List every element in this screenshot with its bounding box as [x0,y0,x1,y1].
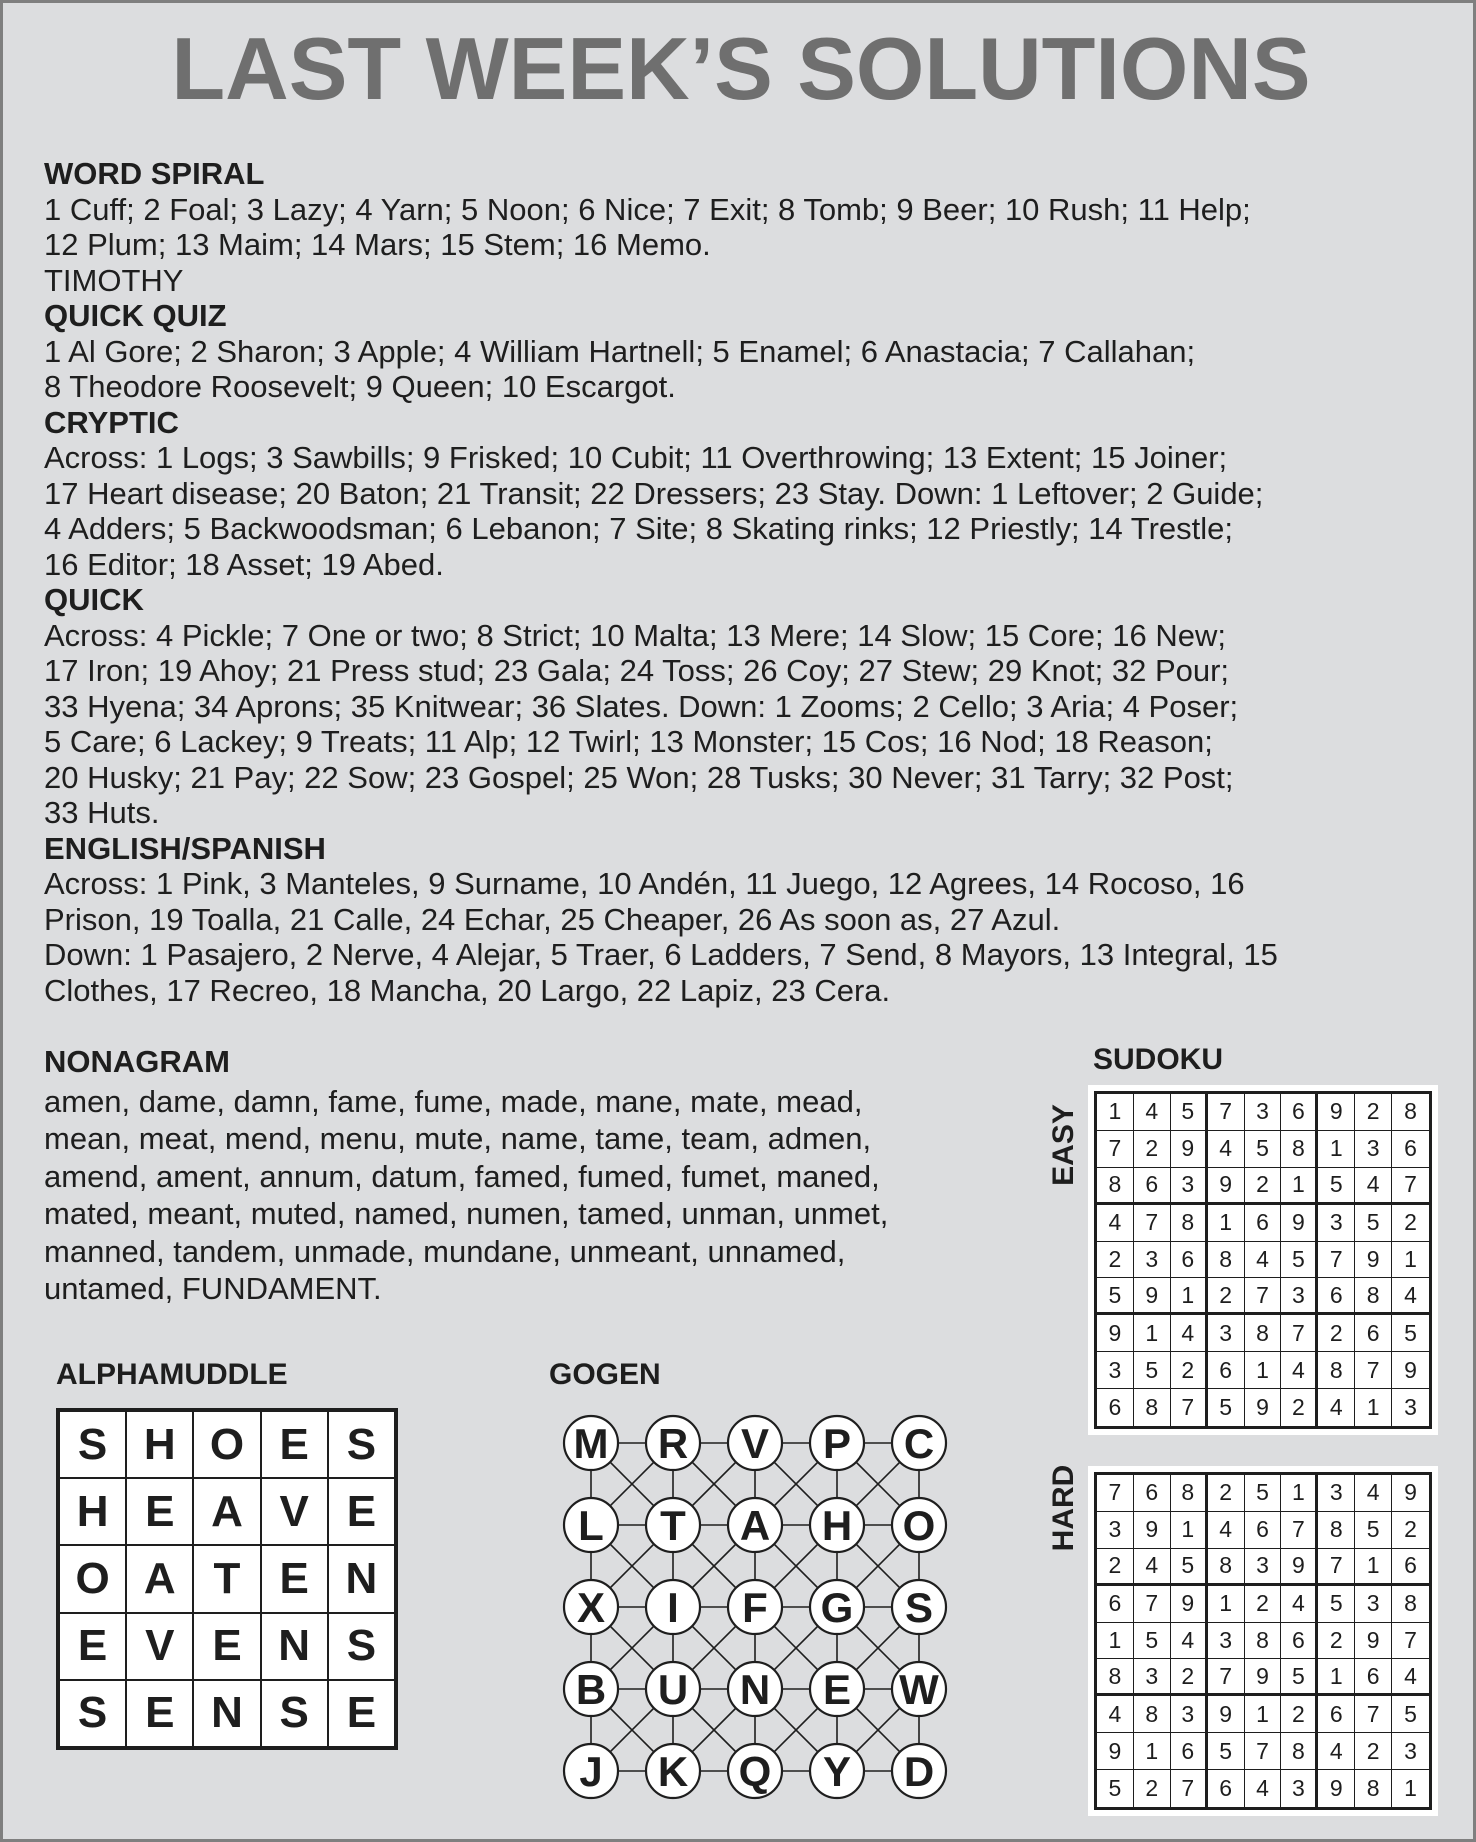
sudoku-cell: 7 [1318,1242,1355,1279]
sudoku-cell: 4 [1392,1278,1429,1315]
section-answers: Across: 4 Pickle; 7 One or two; 8 Strict; 10 Malta; 13 Mere; 14 Slow; 15 Core; 16 New; 17 Iron; 19 Ahoy; 21 Press stud; 23 Gala; 24 Toss; 26 Coy; 27 Stew; 29 Knot; 32 Pour; 33 Hyena; 34 Aprons; 35 Knitwear; 36 Slates. Down: 1 Zooms; 2 Cello; 3 Aria; 4 Poser; 5 Care; 6 Lackey; 9 Treats; 11 Alp; 12 Twirl; 13 Monster; 15 Cos; 16 Nod; 18 Reason; 20 Husky; 21 Pay; 22 Sow; 23 Gospel; 25 Won; 28 Tusks; 30 Never; 31 Tarry; 32 Post; 33 Huts. [44,617,1239,830]
sudoku-cell: 6 [1318,1696,1355,1733]
sudoku-cell: 9 [1171,1131,1208,1168]
alphamuddle-cell: A [193,1478,260,1545]
sudoku-cell: 3 [1245,1094,1282,1131]
sudoku-heading: SUDOKU [1093,1043,1224,1076]
alphamuddle-cell: A [126,1545,193,1612]
sudoku-cell: 4 [1208,1512,1245,1549]
sudoku-cell: 1 [1355,1389,1392,1426]
sudoku-cell: 8 [1171,1475,1208,1512]
sudoku-cell: 4 [1355,1168,1392,1205]
sudoku-cell: 1 [1171,1512,1208,1549]
alphamuddle-cell: S [59,1680,126,1747]
sudoku-cell: 4 [1281,1352,1318,1389]
sudoku-cell: 8 [1208,1549,1245,1586]
gogen-letter: F [742,1584,768,1631]
sudoku-cell: 9 [1318,1094,1355,1131]
sudoku-cell: 9 [1281,1549,1318,1586]
sudoku-easy-grid [1094,1091,1432,1429]
gogen-letter: E [822,1666,852,1713]
sudoku-cell: 7 [1208,1094,1245,1131]
sudoku-cell: 3 [1097,1352,1134,1389]
alphamuddle-cell: O [59,1545,126,1612]
alphamuddle-cell: N [261,1613,328,1680]
gogen-letter: O [902,1502,936,1549]
sudoku-cell: 2 [1097,1549,1134,1586]
nonagram-section [44,1043,1034,1308]
sudoku-cell: 4 [1134,1094,1171,1131]
sudoku-cell: 8 [1245,1315,1282,1352]
gogen-letter: Y [822,1748,852,1795]
sudoku-cell: 9 [1208,1168,1245,1205]
sudoku-cell: 8 [1097,1168,1134,1205]
sudoku-cell: 9 [1318,1770,1355,1807]
sudoku-cell: 7 [1355,1352,1392,1389]
sudoku-cell: 1 [1281,1475,1318,1512]
gogen-letter: X [576,1584,606,1631]
alphamuddle-cell: H [126,1411,193,1478]
sudoku-cell: 7 [1355,1696,1392,1733]
sudoku-cell: 2 [1208,1278,1245,1315]
sudoku-cell: 5 [1355,1512,1392,1549]
gogen-heading: GOGEN [549,1358,661,1391]
sudoku-cell: 5 [1355,1205,1392,1242]
sudoku-cell: 2 [1281,1696,1318,1733]
gogen-letter: Q [738,1748,772,1795]
sudoku-cell: 8 [1355,1770,1392,1807]
sudoku-cell: 3 [1171,1696,1208,1733]
sudoku-cell: 7 [1392,1623,1429,1660]
sudoku-cell: 1 [1281,1168,1318,1205]
sudoku-cell: 3 [1245,1549,1282,1586]
sudoku-cell: 9 [1355,1242,1392,1279]
sudoku-cell: 7 [1245,1278,1282,1315]
gogen-letter: W [899,1666,939,1713]
sudoku-cell: 8 [1208,1242,1245,1279]
sudoku-cell: 5 [1318,1168,1355,1205]
sudoku-cell: 5 [1097,1278,1134,1315]
sudoku-cell: 4 [1208,1131,1245,1168]
sudoku-cell: 5 [1134,1352,1171,1389]
english-spanish-section [44,831,1444,1009]
sudoku-cell: 6 [1245,1512,1282,1549]
gogen-letter: D [903,1748,935,1795]
sudoku-easy-label: EASY [1047,1104,1080,1186]
sudoku-cell: 1 [1097,1623,1134,1660]
sudoku-cell: 2 [1097,1242,1134,1279]
sudoku-cell: 6 [1355,1659,1392,1696]
sudoku-hard-grid [1094,1472,1432,1810]
sudoku-cell: 2 [1392,1205,1429,1242]
sudoku-cell: 3 [1281,1278,1318,1315]
sudoku-cell: 1 [1208,1205,1245,1242]
section-answers: 1 Al Gore; 2 Sharon; 3 Apple; 4 William Hartnell; 5 Enamel; 6 Anastacia; 7 Callahan; 8 Theodore Roosevelt; 9 Queen; 10 Escargot. [44,333,1196,404]
gogen-grid [551,1403,951,1823]
sudoku-cell: 4 [1171,1623,1208,1660]
sudoku-cell: 3 [1281,1770,1318,1807]
sudoku-cell: 3 [1404,1394,1417,1421]
alphamuddle-cell: S [59,1411,126,1478]
sudoku-cell: 1 [1245,1696,1282,1733]
sudoku-cell: 2 [1208,1475,1245,1512]
alphamuddle-cell: T [193,1545,260,1612]
sudoku-cell: 3 [1318,1475,1355,1512]
sudoku-cell: 8 [1281,1733,1318,1770]
nonagram-answers: amen, dame, damn, fame, fume, made, mane, mate, mead, mean, meat, mend, menu, mute, name, tame, team, admen, amend, ament, annum, datum, famed, fumed, fumet, maned, mated, meant, muted, named, numen, tamed, unman, unmet, manned, tandem, unmade, mundane, unmeant, unnamed, untamed, FUNDAMENT. [44,1083,889,1306]
alphamuddle-cell: S [261,1680,328,1747]
sudoku-cell: 2 [1318,1315,1355,1352]
gogen-letter: V [740,1420,770,1467]
sudoku-cell: 6 [1208,1352,1245,1389]
sudoku-cell: 5 [1281,1659,1318,1696]
sudoku-cell: 1 [1355,1549,1392,1586]
gogen-letter: S [904,1584,934,1631]
gogen-letter: C [903,1420,935,1467]
sudoku-cell: 2 [1245,1168,1282,1205]
sudoku-cell: 9 [1392,1475,1429,1512]
alphamuddle-cell: E [193,1613,260,1680]
gogen-letter: U [657,1666,689,1713]
gogen-letter: T [660,1502,686,1549]
gogen-letter: I [667,1584,679,1631]
sudoku-cell: 9 [1208,1696,1245,1733]
sudoku-cell: 4 [1245,1770,1282,1807]
alphamuddle-cell: E [126,1478,193,1545]
sudoku-cell: 5 [1208,1389,1245,1426]
sudoku-cell: 5 [1392,1696,1429,1733]
sudoku-cell: 7 [1171,1389,1208,1426]
alphamuddle-cell: S [328,1613,395,1680]
sudoku-hard-box [1088,1466,1438,1816]
section-heading: WORD SPIRAL [44,156,265,191]
sudoku-cell: 7 [1134,1586,1171,1623]
sudoku-cell: 7 [1281,1512,1318,1549]
alphamuddle-cell: E [328,1478,395,1545]
sudoku-cell: 7 [1392,1168,1429,1205]
sudoku-cell: 2 [1392,1512,1429,1549]
sudoku-cell: 7 [1318,1549,1355,1586]
sudoku-cell: 6 [1134,1168,1171,1205]
sudoku-cell: 8 [1134,1389,1171,1426]
sudoku-cell: 2 [1318,1623,1355,1660]
sudoku-cell: 2 [1355,1094,1392,1131]
sudoku-cell: 5 [1318,1586,1355,1623]
sudoku-cell: 1 [1097,1094,1134,1131]
alphamuddle-grid [56,1408,398,1750]
section-heading: QUICK [44,582,144,617]
sudoku-cell: 7 [1245,1733,1282,1770]
sudoku-cell: 8 [1392,1586,1429,1623]
gogen-letter: H [821,1502,853,1549]
sudoku-cell: 5 [1171,1094,1208,1131]
sudoku-cell: 2 [1281,1389,1318,1426]
sudoku-cell: 6 [1171,1733,1208,1770]
sudoku-cell: 9 [1171,1586,1208,1623]
sudoku-cell: 6 [1281,1623,1318,1660]
section-answers: Across: 1 Pink, 3 Manteles, 9 Surname, 10 Andén, 11 Juego, 12 Agrees, 14 Rocoso, 16 Prison, 19 Toalla, 21 Calle, 24 Echar, 25 Cheaper, 26 As soon as, 27 Azul. Down: 1 Pasajero, 2 Nerve, 4 Alejar, 5 Traer, 6 Ladders, 7 Send, 8 Mayors, 13 Integral, 15 Clothes, 17 Recreo, 18 Mancha, 20 Largo, 22 Lapiz, 23 Cera. [44,866,1278,1008]
sudoku-cell: 3 [1392,1733,1429,1770]
sudoku-cell: 4 [1171,1315,1208,1352]
sudoku-cell: 7 [1134,1205,1171,1242]
sudoku-cell: 9 [1097,1733,1134,1770]
quick-quiz-section [44,298,1444,405]
gogen-letter: G [820,1584,854,1631]
section-heading: CRYPTIC [44,404,179,440]
section-heading: ENGLISH/SPANISH [44,830,326,866]
alphamuddle-cell: V [126,1613,193,1680]
sudoku-cell: 8 [1171,1205,1208,1242]
sudoku-cell: 6 [1208,1770,1245,1807]
gogen-letter: M [573,1420,609,1467]
sudoku-cell: 1 [1134,1315,1171,1352]
sudoku-cell: 6 [1134,1475,1171,1512]
sudoku-cell: 3 [1097,1512,1134,1549]
sudoku-hard-label: HARD [1047,1464,1080,1552]
sudoku-cell: 1 [1392,1242,1429,1279]
sudoku-cell: 8 [1355,1278,1392,1315]
sudoku-cell: 2 [1245,1586,1282,1623]
gogen-letter: L [578,1502,604,1549]
alphamuddle-cell: V [261,1478,328,1545]
alphamuddle-cell: E [59,1613,126,1680]
sudoku-cell: 9 [1097,1315,1134,1352]
alphamuddle-cell: N [328,1545,395,1612]
sudoku-cell: 9 [1134,1278,1171,1315]
gogen-letter: K [657,1748,689,1795]
sudoku-cell: 5 [1281,1242,1318,1279]
nonagram-heading: NONAGRAM [44,1044,230,1079]
alphamuddle-cell: N [193,1680,260,1747]
section-heading: QUICK QUIZ [44,298,227,333]
sudoku-cell: 2 [1134,1131,1171,1168]
alphamuddle-cell: H [59,1478,126,1545]
sudoku-cell: 8 [1134,1696,1171,1733]
sudoku-cell: 1 [1245,1352,1282,1389]
sudoku-cell: 6 [1392,1549,1429,1586]
sudoku-easy-box [1088,1085,1438,1435]
sudoku-cell: 6 [1245,1205,1282,1242]
sudoku-cell: 4 [1392,1659,1429,1696]
alphamuddle-heading: ALPHAMUDDLE [56,1358,288,1391]
sudoku-cell: 8 [1318,1352,1355,1389]
sudoku-cell: 4 [1281,1586,1318,1623]
sudoku-cell: 4 [1318,1389,1355,1426]
alphamuddle-cell: O [193,1411,260,1478]
sudoku-cell: 3 [1134,1242,1171,1279]
sudoku-cell: 7 [1171,1770,1208,1807]
sudoku-cell: 1 [1318,1659,1355,1696]
sudoku-cell: 8 [1281,1131,1318,1168]
page-title: LAST WEEK’S SOLUTIONS [171,19,1311,118]
sudoku-cell: 2 [1355,1733,1392,1770]
sudoku-cell: 6 [1281,1094,1318,1131]
quick-section [44,582,1444,831]
sudoku-cell: 5 [1171,1549,1208,1586]
alphamuddle-cell: S [328,1411,395,1478]
sudoku-cell: 9 [1281,1205,1318,1242]
sudoku-cell: 5 [1208,1733,1245,1770]
sudoku-cell: 7 [1097,1475,1134,1512]
sudoku-cell: 2 [1134,1770,1171,1807]
sudoku-cell: 2 [1171,1352,1208,1389]
sudoku-cell: 4 [1097,1205,1134,1242]
sudoku-cell: 9 [1245,1389,1282,1426]
sudoku-cell: 1 [1208,1586,1245,1623]
section-answers: Across: 1 Logs; 3 Sawbills; 9 Frisked; 10 Cubit; 11 Overthrowing; 13 Extent; 15 Joiner; 17 Heart disease; 20 Baton; 21 Transit; 22 Dressers; 23 Stay. Down: 1 Leftover; 2 Guide; 4 Adders; 5 Backwoodsman; 6 Lebanon; 7 Site; 8 Skating rinks; 12 Priestly; 14 Trestle; 16 Editor; 18 Asset; 19 Abed. [44,440,1264,582]
sudoku-cell: 6 [1171,1242,1208,1279]
sudoku-cell: 6 [1318,1278,1355,1315]
sudoku-cell: 8 [1392,1094,1429,1131]
sudoku-cell: 7 [1281,1315,1318,1352]
sudoku-cell: 9 [1392,1352,1429,1389]
alphamuddle-cell: E [261,1411,328,1478]
gogen-letter: J [579,1748,603,1795]
alphamuddle-cell: E [126,1680,193,1747]
sudoku-cell: 4 [1097,1696,1134,1733]
sudoku-cell: 5 [1134,1623,1171,1660]
sudoku-cell: 4 [1355,1475,1392,1512]
sudoku-cell: 5 [1245,1475,1282,1512]
sudoku-cell: 1 [1134,1733,1171,1770]
sudoku-cell: 9 [1245,1659,1282,1696]
cryptic-section [44,405,1444,583]
sudoku-cell: 3 [1171,1168,1208,1205]
alphamuddle-cell: E [328,1680,395,1747]
sudoku-cell: 1 [1171,1278,1208,1315]
sudoku-cell: 3 [1134,1659,1171,1696]
sudoku-cell: 6 [1097,1389,1134,1426]
sudoku-cell: 7 [1097,1131,1134,1168]
gogen-letter: A [739,1502,771,1549]
sudoku-cell: 3 [1318,1205,1355,1242]
section-answers: 1 Cuff; 2 Foal; 3 Lazy; 4 Yarn; 5 Noon; 6 Nice; 7 Exit; 8 Tomb; 9 Beer; 10 Rush; 11 Help; 12 Plum; 13 Maim; 14 Mars; 15 Stem; 16 Memo. TIMOTHY [44,191,1251,298]
sudoku-cell: 3 [1355,1586,1392,1623]
sudoku-cell: 9 [1355,1623,1392,1660]
alphamuddle-cell: E [261,1545,328,1612]
answer-sections [44,156,1444,1008]
sudoku-cell: 4 [1134,1549,1171,1586]
sudoku-cell: 8 [1318,1512,1355,1549]
gogen-letter: N [739,1666,771,1713]
gogen-letter: P [822,1420,852,1467]
word-spiral-section [44,156,1444,298]
sudoku-cell: 6 [1355,1315,1392,1352]
sudoku-cell: 1 [1318,1131,1355,1168]
sudoku-cell: 9 [1134,1512,1171,1549]
gogen-letter: R [657,1420,689,1467]
gogen-letter: B [575,1666,607,1713]
sudoku-cell: 5 [1392,1315,1429,1352]
sudoku-cell: 3 [1208,1623,1245,1660]
sudoku-cell: 5 [1245,1131,1282,1168]
sudoku-cell: 3 [1355,1131,1392,1168]
sudoku-cell: 8 [1245,1623,1282,1660]
sudoku-cell: 8 [1097,1659,1134,1696]
sudoku-cell: 4 [1318,1733,1355,1770]
sudoku-cell: 6 [1097,1586,1134,1623]
sudoku-cell: 4 [1245,1242,1282,1279]
sudoku-cell: 5 [1097,1770,1134,1807]
sudoku-cell: 2 [1171,1659,1208,1696]
sudoku-cell: 3 [1208,1315,1245,1352]
sudoku-cell: 1 [1404,1775,1417,1802]
sudoku-cell: 6 [1392,1131,1429,1168]
sudoku-cell: 7 [1208,1659,1245,1696]
